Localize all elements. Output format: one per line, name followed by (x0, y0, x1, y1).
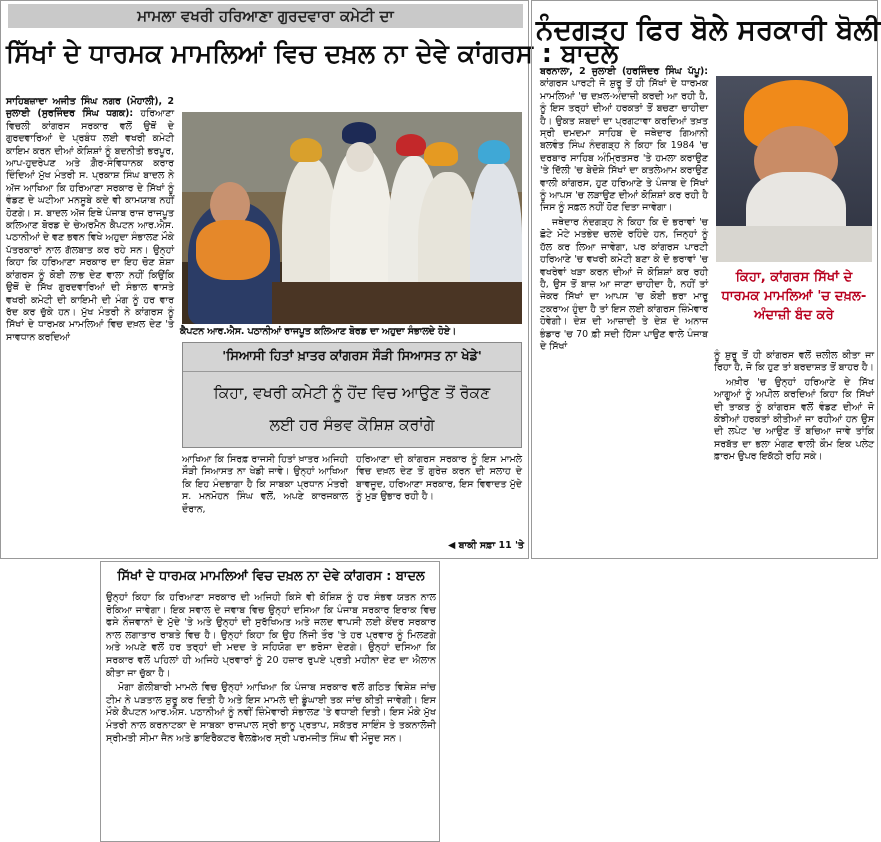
bottom-para2: ਮੋਗਾ ਗੋਲੀਬਾਰੀ ਮਾਮਲੇ ਵਿਚ ਉਨ੍ਹਾਂ ਆਖਿਆ ਕਿ ਪੰਜਾਬ ਸਰਕਾਰ ਵਲੋਂ ਗਠਿਤ ਵਿਸ਼ੇਸ਼ ਜਾਂਚ ਟੀਮ ਨੇ ਪੜਤਾਲ ਸ਼ੁਰੂ ਕਰ ਦਿਤੀ ਹੈ ਅਤੇ ਇਸ ਮਾਮਲੇ ਦੀ ਡੂੰਘਾਈ ਤਕ ਜਾਂਚ ਕੀਤੀ ਜਾਵੇਗੀ। ਇਸ ਮੌਕੇ ਕੈਪਟਨ ਆਰ.ਐਸ. ਪਠਾਨੀਆਂ ਨੂੰ ਨਵੀਂ ਜ਼ਿੰਮੇਵਾਰੀ ਸੰਭਾਲਣ 'ਤੇ ਵਧਾਈ ਦਿਤੀ। ਇਸ ਮੌਕੇ ਮੁੱਖ ਮੰਤਰੀ ਨਾਲ ਕਰਨਾਟਕਾ ਦੇ ਸਾਬਕਾ ਰਾਜਪਾਲ ਸ੍ਰੀ ਭਾਨੂ ਪ੍ਰਤਾਪ, ਸਕੱਤਰ ਸਾਇੰਸ ਤੇ ਤਕਨਾਲੋਜੀ ਸ੍ਰੀਮਤੀ ਸੀਮਾ ਜੈਨ ਅਤੇ ਡਾਇਰੈਕਟਰ ਵੈਲਫ਼ੇਅਰ ਸ੍ਰੀ ਪਰਮਜੀਤ ਸਿੰਘ ਵੀ ਮੌਜੂਦ ਸਨ। (106, 682, 436, 744)
quote-line1: 'ਸਿਆਸੀ ਹਿਤਾਂ ਖ਼ਾਤਰ ਕਾਂਗਰਸ ਸੌੜੀ ਸਿਆਸਤ ਨਾ ਖੇਡੇ' (183, 343, 521, 372)
bottom-headline: ਸਿੱਖਾਂ ਦੇ ਧਾਰਮਕ ਮਾਮਲਿਆਂ ਵਿਚ ਦਖ਼ਲ ਨਾ ਦੇਵੇ ਕਾਂਗਰਸ : ਬਾਦਲ (117, 569, 425, 584)
bottom-body (106, 592, 436, 838)
left-dateline: ਸਾਹਿਬਜ਼ਾਦਾ ਅਜੀਤ ਸਿੰਘ ਨਗਰ (ਮੋਹਾਲੀ), 2 ਜੁਲਾਈ (ਸੁਰਜਿੰਦਰ ਸਿੰਘ ਧਗਕ): (6, 96, 174, 120)
photo-caption: ਕੈਪਟਨ ਆਰ.ਐਸ. ਪਠਾਨੀਆਂ ਰਾਜਪੂਤ ਕਲਿਆਣ ਬੋਰਡ ਦਾ ਅਹੁਦਾ ਸੰਭਾਲਦੇ ਹੋਏ। (180, 326, 457, 337)
right-col1a-text: ਕਾਂਗਰਸ ਪਾਰਟੀ ਜੋ ਸ਼ੁਰੂ ਤੋਂ ਹੀ ਸਿੱਖਾਂ ਦੇ ਧਾਰਮਕ ਮਾਮਲਿਆਂ 'ਚ ਦਖ਼ਲ-ਅੰਦਾਜ਼ੀ ਕਰਦੀ ਆ ਰਹੀ ਹੈ, ਨੂੰ ਇਸ ਤਰ੍ਹਾਂ ਦੀਆਂ ਹਰਕਤਾਂ ਤੋਂ ਬਚਣਾ ਚਾਹੀਦਾ ਹੈ। ਉਕਤ ਸ਼ਬਦਾਂ ਦਾ ਪ੍ਰਗਟਾਵਾ ਕਰਦਿਆਂ ਤਖ਼ਤ ਸ੍ਰੀ ਦਮਦਮਾ ਸਾਹਿਬ ਦੇ ਜਥੇਦਾਰ ਗਿਆਨੀ ਬਲਵੰਤ ਸਿੰਘ ਨੰਦਗੜ੍ਹ ਨੇ ਕਿਹਾ ਕਿ 1984 'ਚ ਦਰਬਾਰ ਸਾਹਿਬ ਅੰਮ੍ਰਿਤਸਰ 'ਤੇ ਹਮਲਾ ਕਰਾਉਣ 'ਤੇ ਦਿੱਲੀ 'ਚ ਬੇਦੋਸ਼ੇ ਸਿੱਖਾਂ ਦਾ ਕਤਲੇਆਮ ਕਰਾਉਣ ਵਾਲੀ ਕਾਂਗਰਸ, ਹੁਣ ਹਰਿਆਣੇ ਤੇ ਪੰਜਾਬ ਦੇ ਸਿੱਖਾਂ ਨੂੰ ਆਪਸ 'ਚ ਲੜਾਉਣ ਦੀਆਂ ਕੋਸ਼ਿਸ਼ਾਂ ਕਰ ਰਹੀ ਹੈ ਜਿਸ ਨੂੰ ਸਫ਼ਲ ਨਹੀਂ ਹੋਣ ਦਿਤਾ ਜਾਵੇਗਾ। (540, 78, 708, 214)
right-col2 (714, 350, 874, 554)
right-dateline: ਬਰਨਾਲਾ, 2 ਜੁਲਾਈ (ਹਰਜਿੰਦਰ ਸਿੰਘ ਪੱਪੂ): (540, 66, 708, 77)
left-col2 (182, 454, 348, 538)
right-callout: ਕਿਹਾ, ਕਾਂਗਰਸ ਸਿੱਖਾਂ ਦੇ ਧਾਰਮਕ ਮਾਮਲਿਆਂ 'ਚ ਦਖ਼ਲ-ਅੰਦਾਜ਼ੀ ਬੰਦ ਕਰੇ (721, 270, 867, 323)
left-headline: ਸਿੱਖਾਂ ਦੇ ਧਾਰਮਕ ਮਾਮਲਿਆਂ ਵਿਚ ਦਖ਼ਲ ਨਾ ਦੇਵੇ ਕਾਂਗਰਸ : ਬਾਦਲ (6, 39, 619, 69)
right-col2a-text: ਨੂੰ ਸ਼ੁਰੂ ਤੋਂ ਹੀ ਕਾਂਗਰਸ ਵਲੋਂ ਜ਼ਲੀਲ ਕੀਤਾ ਜਾ ਰਿਹਾ ਹੈ, ਜੋ ਕਿ ਹੁਣ ਤਾਂ ਬਰਦਾਸ਼ਤ ਤੋਂ ਬਾਹਰ ਹੈ। (714, 350, 874, 374)
right-col1 (540, 66, 708, 554)
left-col2-text: ਆਖਿਆ ਕਿ ਸਿਰਫ਼ ਰਾਜਸੀ ਹਿਤਾਂ ਖ਼ਾਤਰ ਅਜਿਹੀ ਸੌੜੀ ਸਿਆਸਤ ਨਾ ਖੇਡੀ ਜਾਵੇ। ਉਨ੍ਹਾਂ ਆਖਿਆ ਕਿ ਇਹ ਮੰਦਭਾਗਾ ਹੈ ਕਿ ਸਾਬਕਾ ਪ੍ਰਧਾਨ ਮੰਤਰੀ ਸ. ਮਨਮੋਹਨ ਸਿੰਘ ਵਲੋਂ, ਅਪਣੇ ਕਾਰਜਕਾਲ ਦੌਰਾਨ, (182, 454, 348, 515)
right-headline: ਨੰਦਗੜ੍ਹ ਫਿਰ ਬੋਲੇ ਸਰਕਾਰੀ ਬੋਲੀ (536, 13, 881, 46)
quote-line3: ਲਈ ਹਰ ਸੰਭਵ ਕੋਸ਼ਿਸ਼ ਕਰਾਂਗੇ (269, 416, 435, 434)
quote-line2: ਕਿਹਾ, ਵਖਰੀ ਕਮੇਟੀ ਨੂੰ ਹੋਂਦ ਵਿਚ ਆਉਣ ਤੋਂ ਰੋਕਣ (213, 384, 491, 402)
kicker-text: ਮਾਮਲਾ ਵਖਰੀ ਹਰਿਆਣਾ ਗੁਰਦਵਾਰਾ ਕਮੇਟੀ ਦਾ (137, 7, 394, 25)
continued-note (410, 538, 524, 554)
left-col1-text: ਹਰਿਆਣਾ ਵਿਚਲੀ ਕਾਂਗਰਸ ਸਰਕਾਰ ਵਲੋਂ ਉਥੋਂ ਦੇ ਗੁਰਦਵਾਰਿਆਂ ਦੇ ਪ੍ਰਬੰਧ ਲਈ ਵਖਰੀ ਕਮੇਟੀ ਕਾਇਮ ਕਰਨ ਦੀਆਂ ਕੋਸ਼ਿਸ਼ਾਂ ਨੂੰ ਬਦਨੀਤੀ ਭਰਪੂਰ, ਆਪ-ਹੁਦਰੇਪਣ ਅਤੇ ਗ਼ੈਰ-ਸੰਵਿਧਾਨਕ ਕਰਾਰ ਦਿੰਦਿਆਂ ਮੁੱਖ ਮੰਤਰੀ ਸ. ਪ੍ਰਕਾਸ਼ ਸਿੰਘ ਬਾਦਲ ਨੇ ਅੱਜ ਆਖਿਆ ਕਿ ਹਰਿਆਣਾ ਸਰਕਾਰ ਦੇ ਸਿੱਖਾਂ ਨੂੰ ਵੰਡਣ ਦੇ ਘਟੀਆ ਮਨਸੂਬੇ ਕਦੇ ਵੀ ਕਾਮਯਾਬ ਨਹੀਂ ਹੋਣਗੇ। ਸ. ਬਾਦਲ ਅੱਜ ਇਥੇ ਪੰਜਾਬ ਰਾਜ ਰਾਜਪੂਤ ਕਲਿਆਣ ਬੋਰਡ ਦੇ ਚੇਅਰਮੈਨ ਕੈਪਟਨ ਆਰ.ਐਸ. ਪਠਾਨੀਆਂ ਦੇ ਵਣ ਭਵਨ ਵਿਖੇ ਅਹੁਦਾ ਸੰਭਾਲਣ ਮੌਕੇ ਪੱਤਰਕਾਰਾਂ ਨਾਲ ਗੱਲਬਾਤ ਕਰ ਰਹੇ ਸਨ। ਉਨ੍ਹਾਂ ਕਿਹਾ ਕਿ ਹਰਿਆਣਾ ਸਰਕਾਰ ਦਾ ਇਹ ਚੋਣ ਸ਼ੋਸ਼ਾ ਕਾਂਗਰਸ ਨੂੰ ਕੋਈ ਲਾਭ ਦੇਣ ਵਾਲਾ ਨਹੀਂ ਕਿਉਂਕਿ ਉਥੋਂ ਦੇ ਸਿੱਖ ਗੁਰਦਵਾਰਿਆਂ ਦੀ ਸੰਭਾਲ ਵਾਸਤੇ ਵਖਰੀ ਕਮੇਟੀ ਦੀ ਕਾਇਮੀ ਦੀ ਮੰਗ ਨੂੰ ਹਰ ਵਾਰ ਰੱਦ ਕਰ ਚੁੱਕੇ ਹਨ। ਮੁੱਖ ਮੰਤਰੀ ਨੇ ਕਾਂਗਰਸ ਨੂੰ ਸਿੱਖਾਂ ਦੇ ਧਾਰਮਕ ਮਾਮਲਿਆਂ ਵਿਚ ਦਖ਼ਲ ਦੇਣ 'ਤੇ ਸਾਵਧਾਨ ਕਰਦਿਆਂ (6, 108, 174, 343)
arrow-icon: ◀ (447, 540, 459, 551)
right-col1b-text: ਜਥੇਦਾਰ ਨੰਦਗੜ੍ਹ ਨੇ ਕਿਹਾ ਕਿ ਦੋ ਭਰਾਵਾਂ 'ਚ ਛੋਟੇ ਮੋਟੇ ਮਤਭੇਦ ਚਲਦੇ ਰਹਿੰਦੇ ਹਨ, ਜਿਨ੍ਹਾਂ ਨੂੰ ਹੱਲ ਕਰ ਲਿਆ ਜਾਵੇਗਾ, ਪਰ ਕਾਂਗਰਸ ਪਾਰਟੀ ਹਰਿਆਣੇ 'ਚ ਵਖਰੀ ਕਮੇਟੀ ਬਣਾ ਕੇ ਦੋ ਭਰਾਵਾਂ 'ਚ ਵਖਰੇਵਾਂ ਖੜਾ ਕਰਨ ਦੀਆਂ ਜੋ ਕੋਸ਼ਿਸ਼ਾਂ ਕਰ ਰਹੀ ਹੈ, ਉਸ ਤੋਂ ਬਾਜ਼ ਆ ਜਾਣਾ ਚਾਹੀਦਾ ਹੈ, ਨਹੀਂ ਤਾਂ ਜੇਕਰ ਸਿੱਖਾਂ ਦਾ ਆਪਸ 'ਚ ਕੋਈ ਭਰਾ ਮਾਰੂ ਟਕਰਾਅ ਹੁੰਦਾ ਹੈ ਤਾਂ ਇਸ ਲਈ ਕਾਂਗਰਸ ਜ਼ਿੰਮੇਵਾਰ ਹੋਵੇਗੀ। ਦੇਸ਼ ਦੀ ਆਜ਼ਾਦੀ ਤੇ ਦੇਸ਼ ਦੇ ਅਨਾਜ ਭੰਡਾਰ 'ਚ 70 ਫ਼ੀ ਸਦੀ ਹਿੱਸਾ ਪਾਉਣ ਵਾਲੇ ਪੰਜਾਬ ਦੇ ਸਿੱਖਾਂ (540, 216, 708, 352)
quote-box (182, 342, 522, 448)
continued-text: ਬਾਕੀ ਸਫ਼ਾ 11 'ਤੇ (458, 540, 524, 551)
kicker-bar (8, 4, 523, 28)
left-col1 (6, 96, 174, 552)
left-photo (182, 112, 522, 324)
portrait-photo (716, 76, 872, 262)
left-col3 (356, 454, 522, 538)
bottom-para1: ਉਨ੍ਹਾਂ ਕਿਹਾ ਕਿ ਹਰਿਆਣਾ ਸਰਕਾਰ ਦੀ ਅਜਿਹੀ ਕਿਸੇ ਵੀ ਕੋਸ਼ਿਸ਼ ਨੂੰ ਹਰ ਸੰਭਵ ਯਤਨ ਨਾਲ ਰੋਕਿਆ ਜਾਵੇਗਾ। ਇਕ ਸਵਾਲ ਦੇ ਜਵਾਬ ਵਿਚ ਉਨ੍ਹਾਂ ਦਸਿਆ ਕਿ ਪੰਜਾਬ ਸਰਕਾਰ ਇਰਾਕ ਵਿਚ ਫਸੇ ਨੌਜਵਾਨਾਂ ਦੇ ਮੁੱਦੇ 'ਤੇ ਅਤੇ ਉਨ੍ਹਾਂ ਦੀ ਸੁਰੱਖਿਅਤ ਅਤੇ ਜਲਦ ਵਾਪਸੀ ਲਈ ਕੇਂਦਰ ਸਰਕਾਰ ਨਾਲ ਲਗਾਤਾਰ ਰਾਬਤੇ ਵਿਚ ਹੈ। ਉਨ੍ਹਾਂ ਕਿਹਾ ਕਿ ਉਹ ਨਿੱਜੀ ਤੌਰ 'ਤੇ ਹਰ ਪ੍ਰਵਾਰ ਨੂੰ ਮਿਲਣਗੇ ਅਤੇ ਅਪਣੇ ਵਲੋਂ ਹਰ ਤਰ੍ਹਾਂ ਦੀ ਮਦਦ ਤੇ ਸਹਿਯੋਗ ਦਾ ਭਰੋਸਾ ਦੇਣਗੇ। ਉਨ੍ਹਾਂ ਦਸਿਆ ਕਿ ਸਰਕਾਰ ਵਲੋਂ ਪਹਿਲਾਂ ਹੀ ਅਜਿਹੇ ਪ੍ਰਵਾਰਾਂ ਨੂੰ 20 ਹਜ਼ਾਰ ਰੁਪਏ ਪ੍ਰਤੀ ਮਹੀਨਾ ਦੇਣ ਦਾ ਐਲਾਨ ਕੀਤਾ ਜਾ ਚੁੱਕਾ ਹੈ। (106, 592, 436, 679)
left-col3-text: ਹਰਿਆਣਾ ਦੀ ਕਾਂਗਰਸ ਸਰਕਾਰ ਨੂੰ ਇਸ ਮਾਮਲੇ ਵਿਚ ਦਖ਼ਲ ਦੇਣ ਤੋਂ ਗੁਰੇਜ਼ ਕਰਨ ਦੀ ਸਲਾਹ ਦੇ ਬਾਵਜੂਦ, ਹਰਿਆਣਾ ਸਰਕਾਰ, ਇਸ ਵਿਵਾਦਤ ਮੁੱਦੇ ਨੂੰ ਮੁੜ ਉਭਾਰ ਰਹੀ ਹੈ। (356, 454, 522, 503)
right-col2b-text: ਅਖ਼ੀਰ 'ਚ ਉਨ੍ਹਾਂ ਹਰਿਆਣੇ ਦੇ ਸਿੱਖ ਆਗੂਆਂ ਨੂੰ ਅਪੀਲ ਕਰਦਿਆਂ ਕਿਹਾ ਕਿ ਸਿੱਖਾਂ ਦੀ ਤਾਕਤ ਨੂੰ ਕਾਂਗਰਸ ਵਲੋਂ ਵੰਡਣ ਦੀਆਂ ਜੋ ਕੋਝੀਆਂ ਹਰਕਤਾਂ ਕੀਤੀਆਂ ਜਾ ਰਹੀਆਂ ਹਨ ਉਸ ਦੀ ਲਪੇਟ 'ਚ ਆਉਣ ਤੋਂ ਬਚਿਆ ਜਾਵੇ ਤਾਂਕਿ ਸਰਬੱਤ ਦਾ ਭਲਾ ਮੰਗਣ ਵਾਲੀ ਕੌਮ ਇਕ ਪਲੇਟ ਫ਼ਾਰਮ ਉਪਰ ਇਕੱਠੀ ਰਹਿ ਸਕੇ। (714, 376, 874, 463)
